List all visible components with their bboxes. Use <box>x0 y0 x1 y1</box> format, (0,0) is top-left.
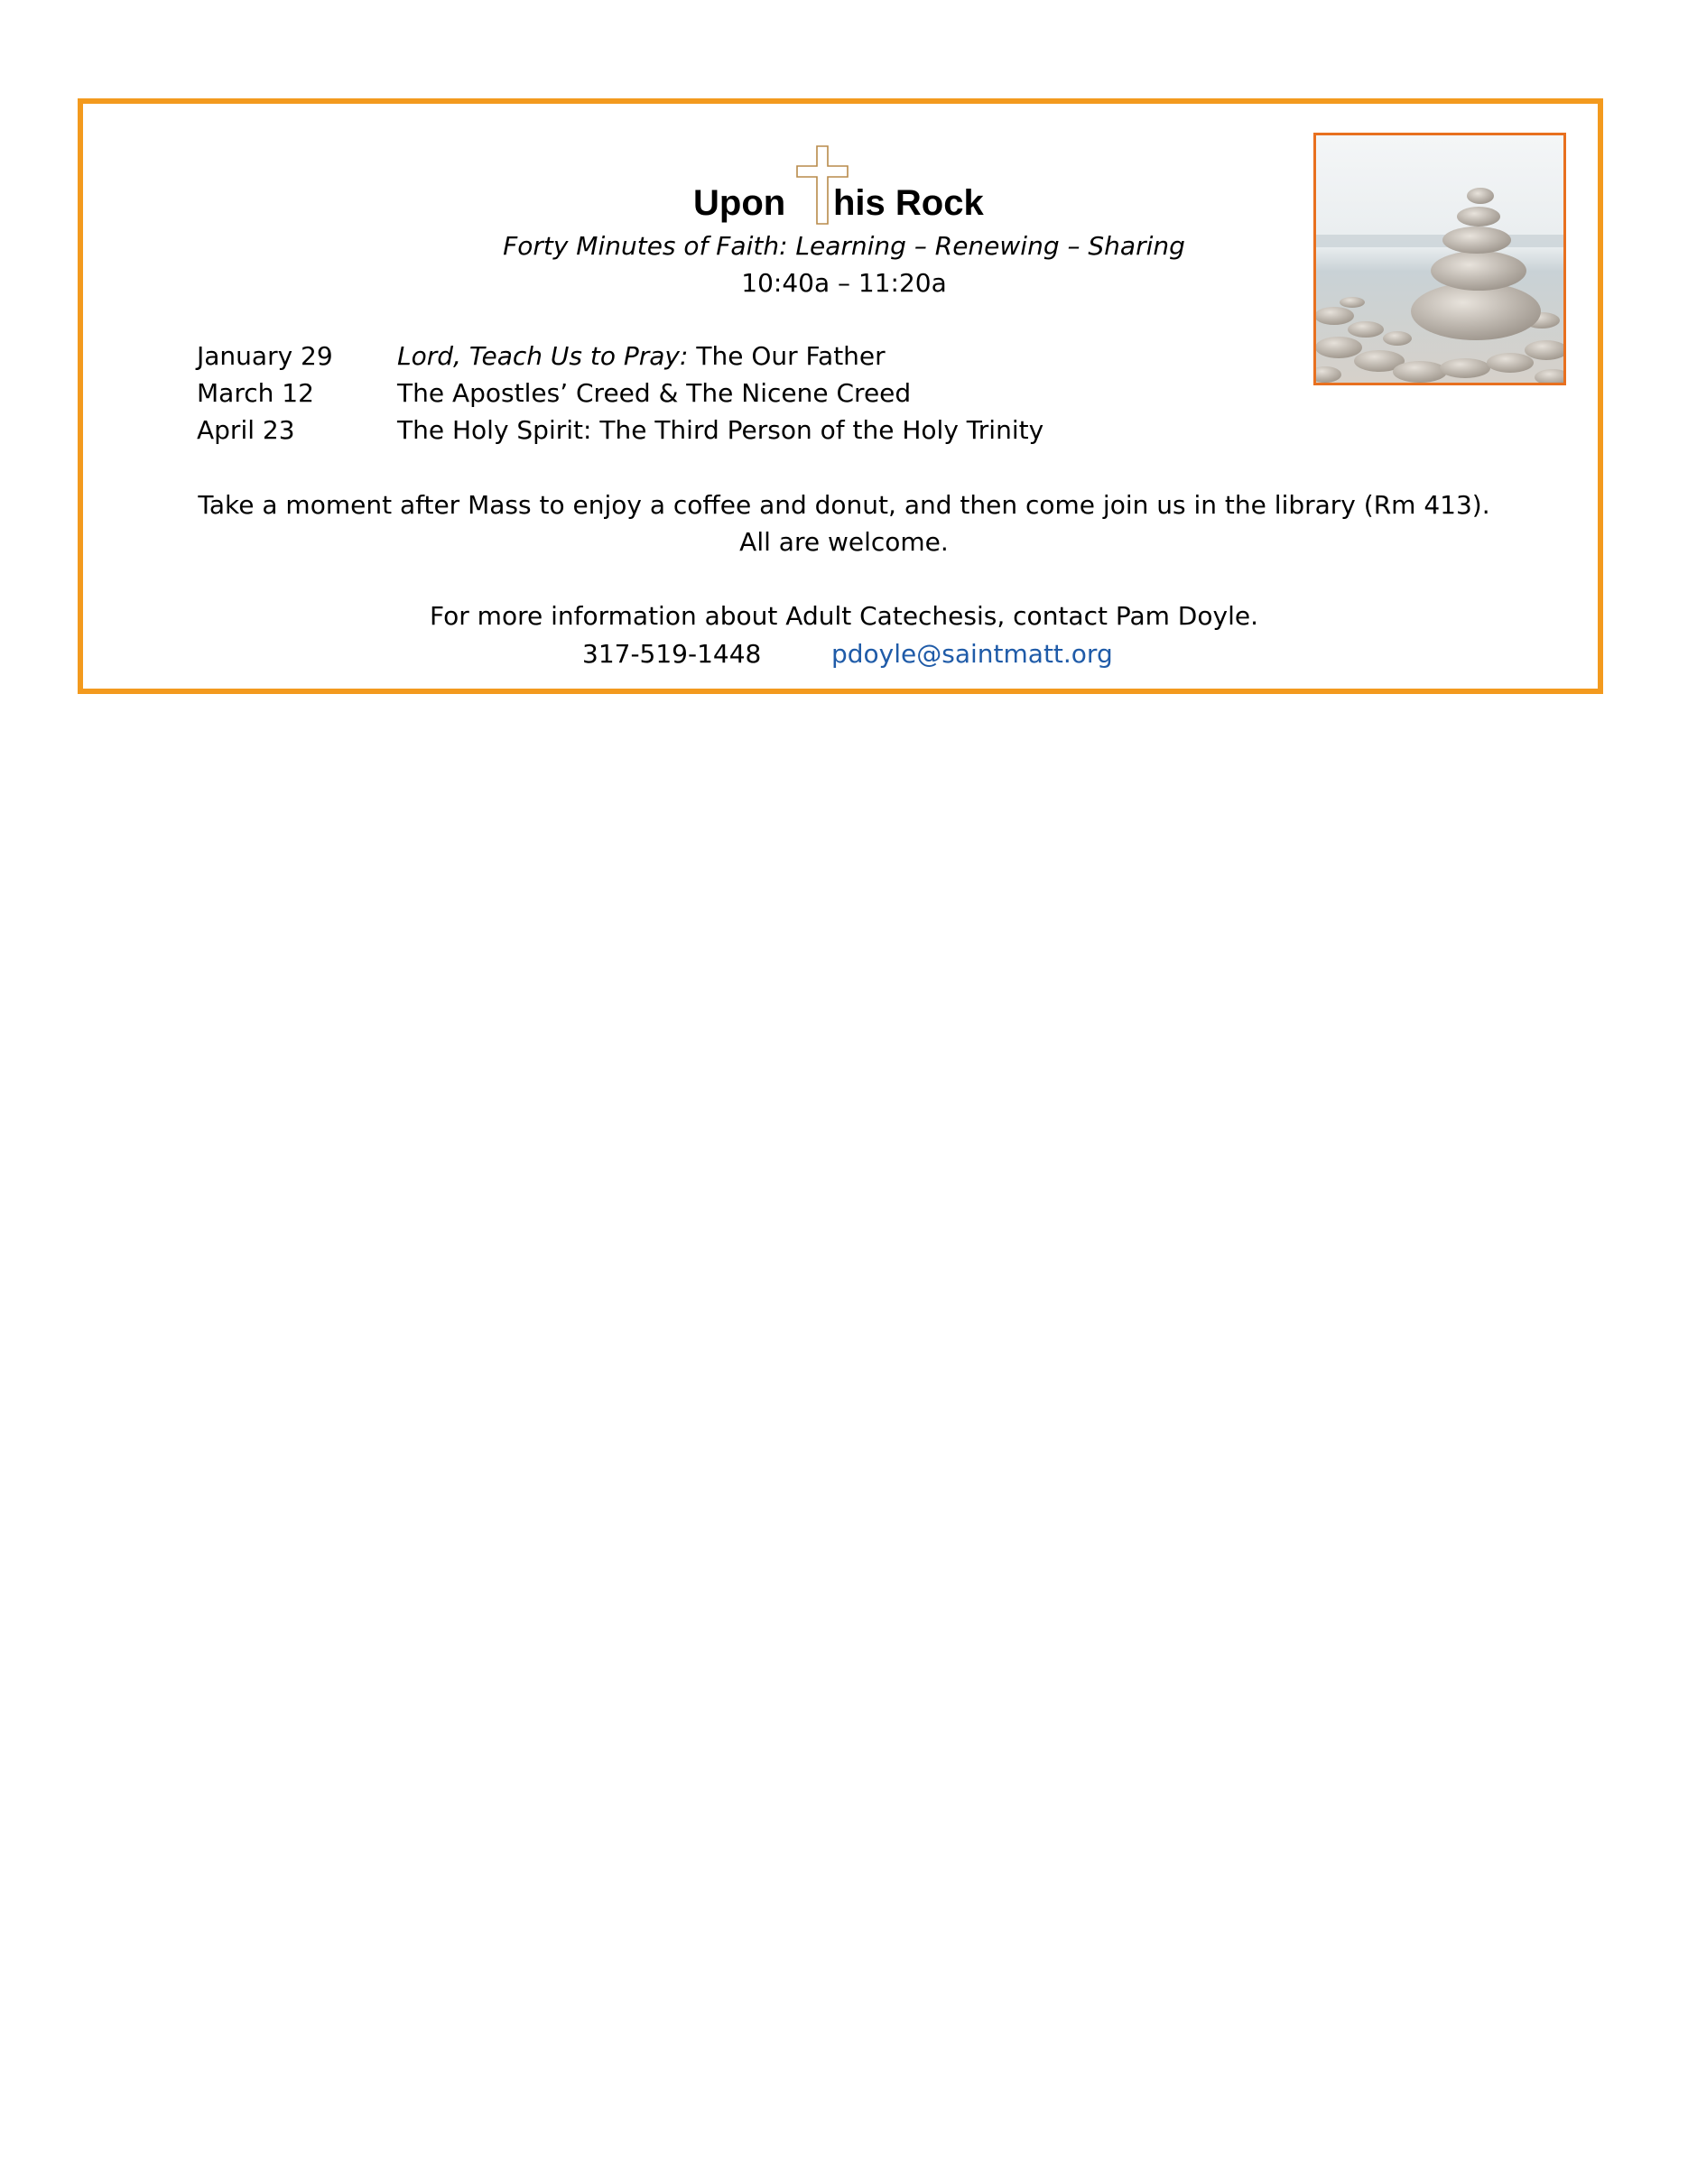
schedule-topic <box>397 339 886 374</box>
phone-number: 317-519-1448 <box>582 639 762 669</box>
schedule-date: March 12 <box>197 378 314 408</box>
schedule-topic <box>397 376 911 411</box>
title-right-word: his Rock <box>833 183 984 223</box>
invitation-text: Take a moment after Mass to enjoy a coffee and donut, and then come join us in the library (Rm 413). <box>198 490 1490 520</box>
schedule-date: April 23 <box>197 415 295 445</box>
schedule-row <box>197 413 1280 449</box>
schedule-topic-text: The Holy Spirit: The Third Person of the Holy Trinity <box>397 415 1044 445</box>
title-left-word: Upon <box>693 183 786 223</box>
schedule-date: January 29 <box>197 341 333 371</box>
welcome-text: All are welcome. <box>739 527 949 557</box>
schedule-row <box>197 339 1280 375</box>
schedule-topic-text: The Our Father <box>688 341 886 371</box>
schedule-topic-italic: Lord, Teach Us to Pray: <box>397 341 689 371</box>
page-title <box>0 137 1688 227</box>
schedule-row <box>197 376 1280 412</box>
schedule-topic <box>397 413 1043 448</box>
contact-info-text: For more information about Adult Catechesis, contact Pam Doyle. <box>430 601 1258 631</box>
contact-row <box>0 638 1688 674</box>
session-time: 10:40a – 11:20a <box>741 268 947 298</box>
email-link[interactable]: pdoyle@saintmatt.org <box>831 639 1113 669</box>
schedule-topic-text: The Apostles’ Creed & The Nicene Creed <box>397 378 912 408</box>
subtitle: Forty Minutes of Faith: Learning – Renewing – Sharing <box>503 231 1185 261</box>
